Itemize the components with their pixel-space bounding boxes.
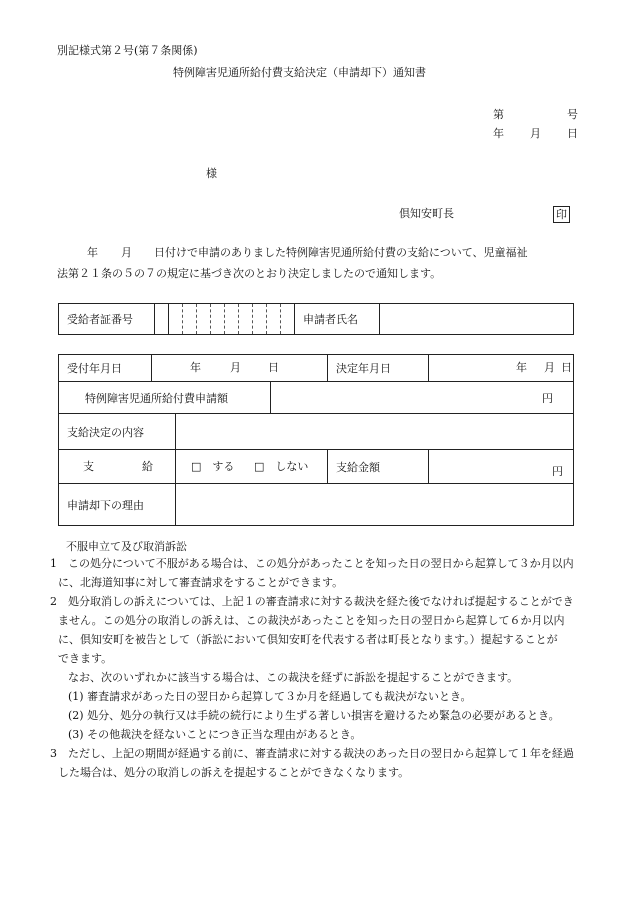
- appeal-item-line: した場合は、処分の取消しの訴えを提起することができなくなります。: [58, 766, 410, 779]
- appeal-item-line: ただし、上記の期間が経過する前に、審査請求に対する裁決のあった日の翌日から起算して１年を経過: [68, 747, 574, 760]
- doc-number-go: 号: [567, 108, 578, 121]
- recipient-no-digit[interactable]: [155, 304, 169, 335]
- issuer-name: 倶知安町長: [399, 207, 454, 220]
- appeal-item-line: に、北海道知事に対して審査請求をすることができます。: [58, 576, 344, 589]
- appeal-sub-item: (1) 審査請求があった日の翌日から起算して３か月を経過しても裁決がないとき。: [68, 690, 472, 703]
- recipient-no-digit[interactable]: [211, 304, 225, 335]
- pay-unit: 円: [552, 465, 564, 478]
- recipient-no-digit[interactable]: [239, 304, 253, 335]
- recipient-no-digit[interactable]: [183, 304, 197, 335]
- doc-date-year: 年: [493, 127, 504, 140]
- doc-date-month: 月: [530, 127, 541, 140]
- receipt-date-label: 受付年月日: [59, 355, 152, 382]
- payment-label: [59, 450, 176, 484]
- recipient-no-digit[interactable]: [225, 304, 239, 335]
- applicant-name-value[interactable]: [380, 304, 574, 335]
- pay-amount-label: 支給金額: [328, 450, 429, 484]
- decision-date-value[interactable]: [429, 355, 574, 382]
- intro-year: 年: [87, 246, 98, 259]
- appeal-sub-item: (3) その他裁決を経ないことにつき正当な理由があるとき。: [68, 728, 362, 741]
- recipient-table: [58, 303, 574, 335]
- decision-date-label: 決定年月日: [328, 355, 429, 382]
- content-value[interactable]: [176, 414, 574, 450]
- receipt-month: 月: [230, 361, 241, 374]
- intro-month: 月: [121, 246, 132, 259]
- amount-label: 特例障害児通所給付費申請額: [59, 382, 271, 414]
- decision-table: [58, 354, 574, 526]
- option-yes-checkbox[interactable]: □ する: [191, 459, 235, 473]
- receipt-year: 年: [190, 361, 201, 374]
- amount-unit: 円: [542, 391, 554, 405]
- appeal-body: [50, 554, 585, 782]
- applicant-name-label: 申請者氏名: [295, 304, 380, 335]
- appeal-heading: 不服申立て及び取消訴訟: [66, 540, 187, 553]
- appeal-item-line: ません。この処分の取消しの訴えは、この裁決があったことを知った日の翌日から起算して６か月以内: [58, 614, 565, 627]
- payment-label-2: 給: [142, 459, 153, 473]
- form-label: 別記様式第２号(第７条関係): [57, 44, 198, 57]
- appeal-item-line: に、倶知安町を被告として（訴訟において倶知安町を代表する者は町長となります。）提起することが: [58, 633, 558, 646]
- amount-value[interactable]: [271, 382, 574, 414]
- recipient-no-digit[interactable]: [253, 304, 267, 335]
- pay-amount-value[interactable]: [429, 450, 574, 484]
- content-label: 支給決定の内容: [59, 414, 176, 450]
- receipt-day: 日: [268, 361, 279, 374]
- appeal-item-line: できます。: [58, 652, 113, 665]
- reject-reason-value[interactable]: [176, 484, 574, 526]
- intro-line1: 日付けで申請のありました特例障害児通所給付費の支給について、児童福祉: [154, 246, 528, 259]
- decision-day: 日: [561, 361, 573, 374]
- recipient-no-digit[interactable]: [197, 304, 211, 335]
- appeal-item-line: 処分取消しの訴えについては、上記１の審査請求に対する裁決を経た後でなければ提起することができ: [68, 595, 574, 608]
- appeal-sub-item: (2) 処分、処分の執行又は手続の続行により生ずる著しい損害を避けるため緊急の必要があるとき。: [68, 709, 560, 722]
- option-no-checkbox[interactable]: □ しない: [254, 459, 309, 473]
- appeal-item-number: 2: [50, 595, 57, 608]
- appeal-item-number: 1: [50, 557, 57, 570]
- recipient-no-digit[interactable]: [267, 304, 281, 335]
- doc-date-day: 日: [567, 127, 578, 140]
- recipient-no-digit[interactable]: [169, 304, 183, 335]
- decision-year: 年: [516, 361, 528, 374]
- appeal-item-3: [50, 744, 585, 763]
- intro-line2: 法第２１条の５の７の規定に基づき次のとおり決定しましたので通知します。: [57, 267, 442, 280]
- document-title: 特例障害児通所給付費支給決定（申請却下）通知書: [173, 66, 426, 79]
- recipient-no-digit[interactable]: [281, 304, 295, 335]
- appeal-item-line: この処分について不服がある場合は、この処分があったことを知った日の翌日から起算して３か月以内: [68, 557, 574, 570]
- recipient-no-label: 受給者証番号: [59, 304, 155, 335]
- receipt-date-value[interactable]: [152, 355, 328, 382]
- appeal-item-1: [50, 554, 585, 573]
- seal-stamp: 印: [553, 206, 570, 223]
- reject-reason-label: 申請却下の理由: [59, 484, 176, 526]
- appeal-note: なお、次のいずれかに該当する場合は、この裁決を経ずに訴訟を提起することができます。: [68, 671, 519, 684]
- addressee-suffix: 様: [206, 167, 217, 180]
- appeal-item-number: 3: [50, 747, 57, 760]
- decision-month: 月: [544, 361, 556, 374]
- payment-label-1: 支: [83, 459, 94, 473]
- payment-options: [176, 450, 328, 484]
- appeal-item-2: [50, 592, 585, 611]
- doc-number-dai: 第: [493, 108, 504, 121]
